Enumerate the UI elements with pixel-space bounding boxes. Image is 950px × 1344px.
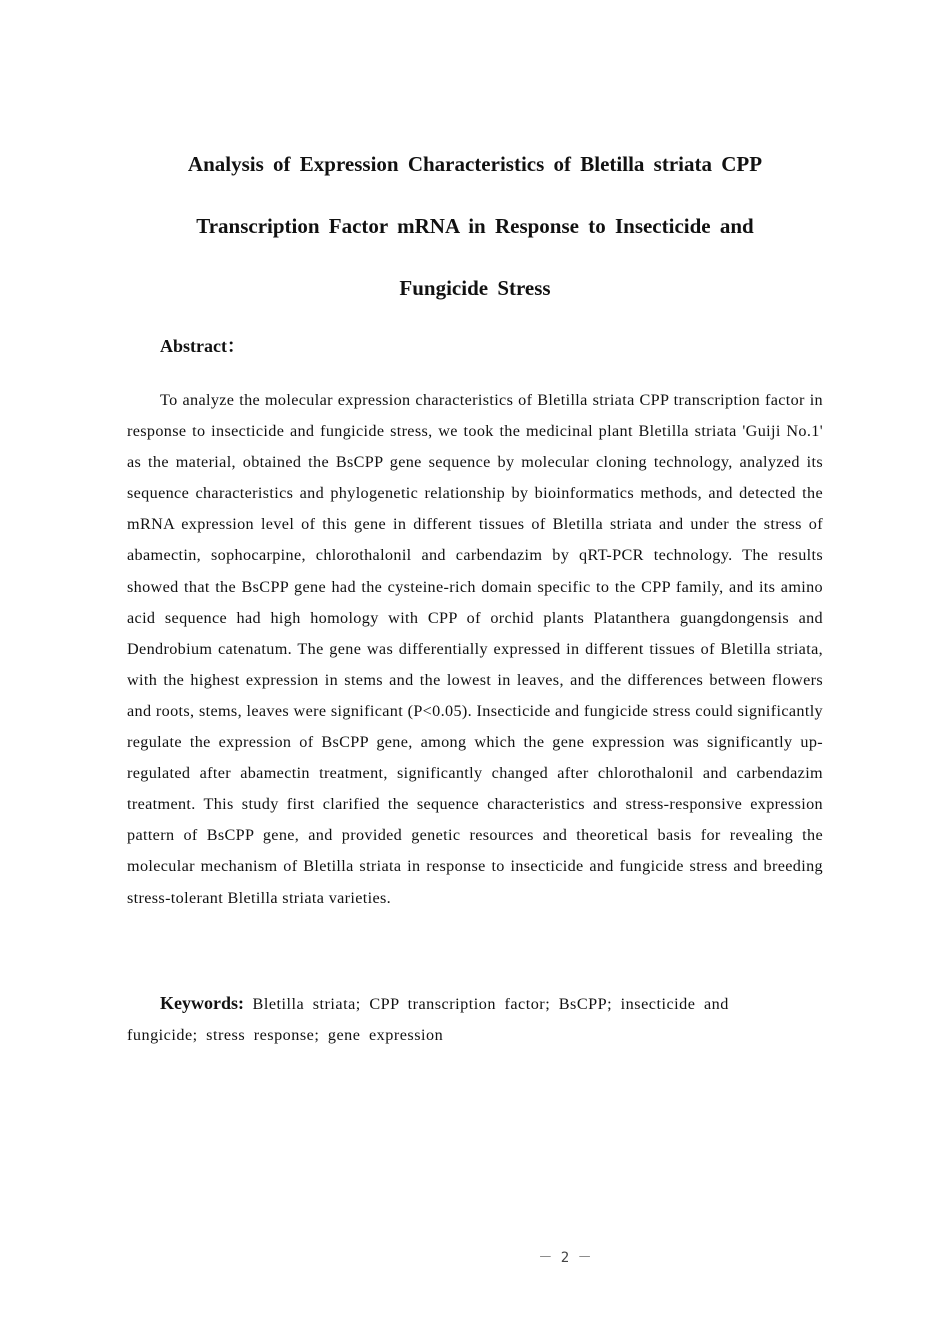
abstract-heading: Abstract： xyxy=(160,336,245,356)
paper-title xyxy=(127,133,823,319)
keywords-text: Bletilla striata; CPP transcription factor; BsCPP; insecticide and fungicide; stress response; gene expression xyxy=(127,995,729,1044)
page-number: － 2 － xyxy=(538,1250,592,1266)
title-line-1: Analysis of Expression Characteristics of Bletilla striata CPP xyxy=(187,152,763,176)
title-line-3: Fungicide Stress xyxy=(399,276,551,300)
title-line-2: Transcription Factor mRNA in Response to Insecticide and xyxy=(196,214,754,238)
keywords-paragraph xyxy=(127,988,777,1051)
keywords-label: Keywords: xyxy=(160,993,244,1013)
abstract-body: To analyze the molecular expression characteristics of Bletilla striata CPP transcription factor in response to insecticide and fungicide stress, we took the medicinal plant Bletilla striata 'Guiji No.1' as the material, obtained the BsCPP gene sequence by molecular cloning technology, analyzed its sequence characteristics and phylogenetic relationship by bioinformatics methods, and detected the mRNA expression level of this gene in different tissues of Bletilla striata and under the stress of abamectin, sophocarpine, chlorothalonil and carbendazim by qRT-PCR technology. The results showed that the BsCPP gene had the cysteine-rich domain specific to the CPP family, and its amino acid sequence had high homology with CPP of orchid plants Platanthera guangdongensis and Dendrobium catenatum. The gene was differentially expressed in different tissues of Bletilla striata, with the highest expression in stems and the lowest in leaves, and the differences between flowers and roots, stems, leaves were significant (P<0.05). Insecticide and fungicide stress could significantly regulate the expression of BsCPP gene, among which the gene expression was significantly up-regulated after abamectin treatment, significantly changed after chlorothalonil and carbendazim treatment. This study first clarified the sequence characteristics and stress-responsive expression pattern of BsCPP gene, and provided genetic resources and theoretical basis for revealing the molecular mechanism of Bletilla striata in response to insecticide and fungicide stress and breeding stress-tolerant Bletilla striata varieties. xyxy=(127,391,823,907)
